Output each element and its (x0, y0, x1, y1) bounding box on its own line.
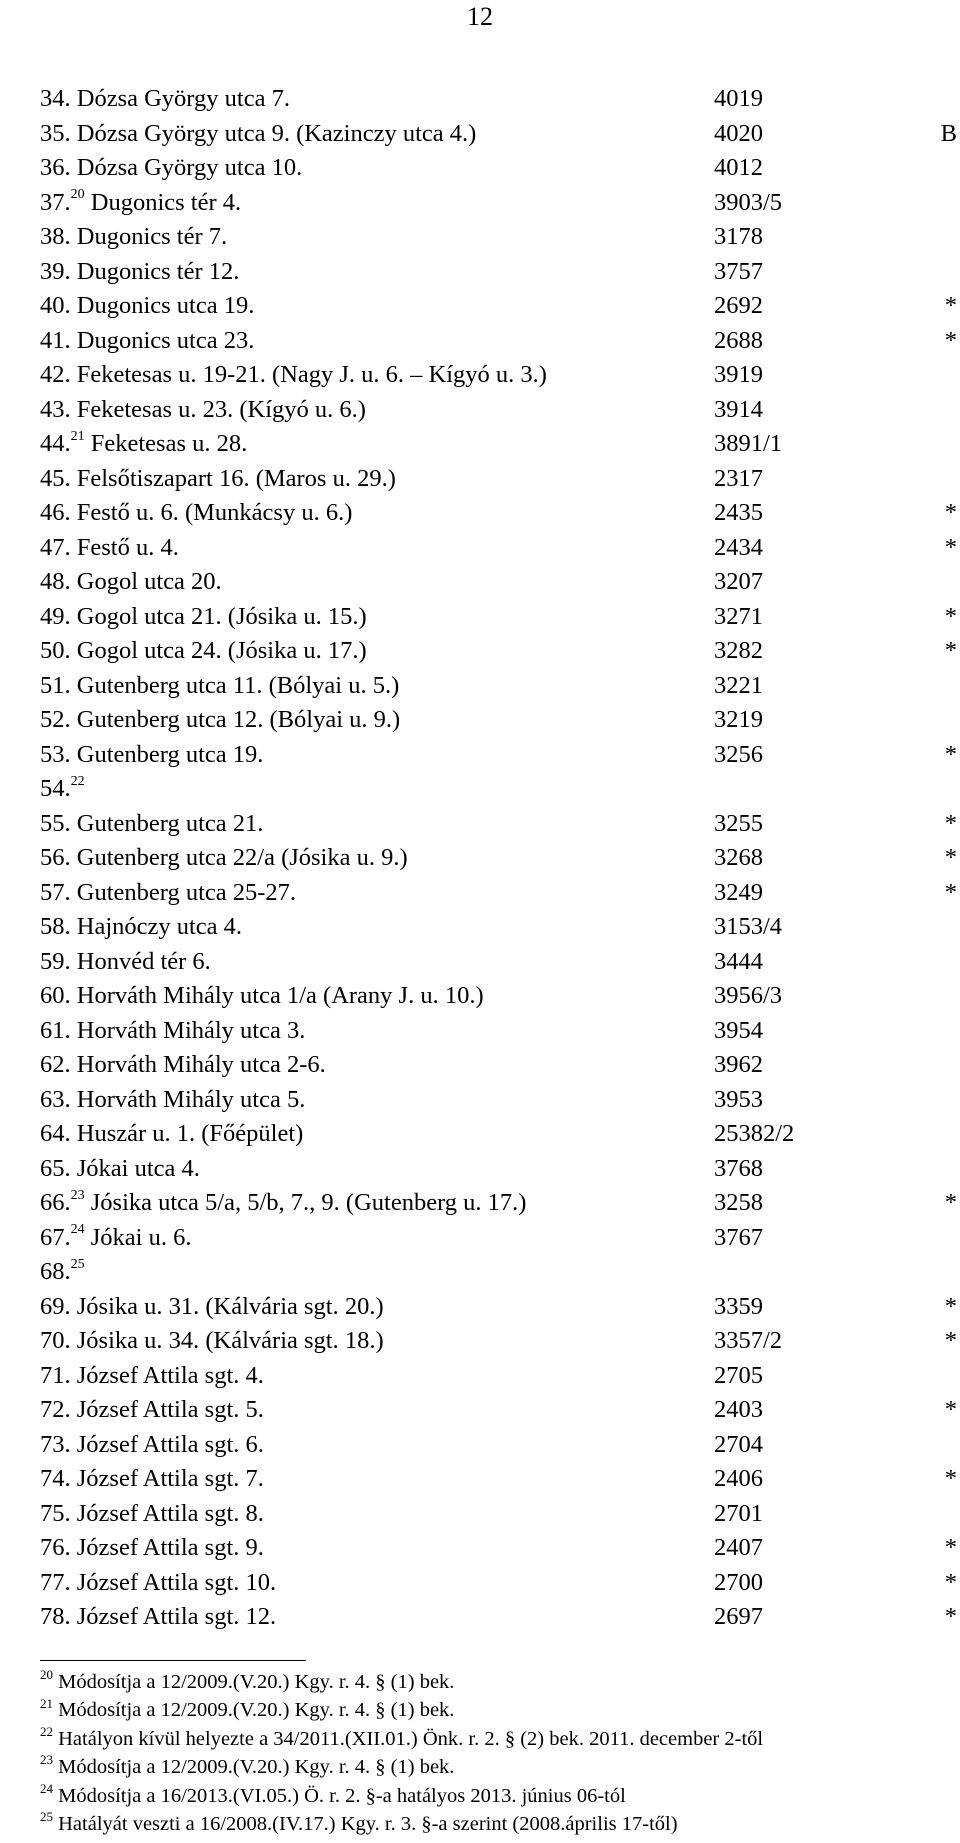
row-number: 60. (40, 982, 71, 1009)
list-item (40, 151, 956, 186)
lot-number: 4020 (714, 119, 763, 147)
row-mark: * (944, 499, 957, 526)
footnote (40, 1668, 950, 1696)
row-address (40, 1462, 264, 1497)
row-number: 63. (40, 1085, 71, 1113)
row-number: 69. (40, 1292, 71, 1320)
row-number: 57. (40, 878, 71, 906)
row-address (40, 117, 476, 152)
list-item (40, 1497, 956, 1532)
list-item (40, 1083, 956, 1118)
row-address (40, 255, 239, 290)
list-item (40, 703, 956, 738)
row-number: 51. (40, 671, 71, 699)
lot-number: 2406 (714, 1465, 763, 1492)
row-address-text: Gutenberg utca 22/a (Jósika u. 9.) (76, 844, 408, 871)
footnote-text: Módosítja a 12/2009.(V.20.) Kgy. r. 4. § (1) bek. (58, 1671, 455, 1693)
row-number: 71. (40, 1361, 71, 1389)
row-address-text: József Attila sgt. 6. (76, 1430, 264, 1458)
row-address (40, 1497, 264, 1532)
row-number: 46. (40, 499, 71, 526)
row-address-text: Horváth Mihály utca 1/a (Arany J. u. 10.) (76, 982, 484, 1009)
row-number: 64. (40, 1120, 71, 1147)
row-address (40, 531, 179, 566)
lot-number: 3268 (714, 844, 763, 871)
lot-number: 4019 (714, 85, 763, 112)
list-item (40, 289, 956, 324)
list-item (40, 910, 956, 945)
lot-number: 3256 (714, 740, 763, 768)
row-number: 61. (40, 1016, 71, 1044)
footnote-ref[interactable]: 25 (70, 1256, 85, 1272)
row-address (40, 1393, 264, 1428)
row-address-text: Horváth Mihály utca 3. (76, 1016, 306, 1044)
row-mark: * (944, 1327, 957, 1354)
lot-number: 2403 (714, 1396, 763, 1423)
row-mark: * (944, 1603, 957, 1630)
row-address-text: Dugonics tér 4. (90, 188, 242, 216)
footnote-number: 25 (40, 1809, 53, 1825)
list-item (40, 634, 956, 669)
footnote-number: 22 (40, 1723, 53, 1739)
lot-number: 3903/5 (714, 188, 783, 216)
row-address-text: Gogol utca 20. (76, 568, 222, 595)
row-number: 45. (40, 464, 71, 492)
list-item (40, 1324, 956, 1359)
row-number: 37. (40, 188, 71, 216)
row-address-text: Gogol utca 24. (Jósika u. 17.) (76, 637, 367, 664)
list-item (40, 876, 956, 911)
lot-number: 3255 (714, 809, 763, 837)
list-item (40, 324, 956, 359)
lot-number: 3891/1 (714, 430, 783, 457)
row-address-text: Dugonics tér 7. (76, 223, 228, 250)
list-item (40, 496, 956, 531)
lot-number: 3219 (714, 706, 763, 733)
list-item (40, 1359, 956, 1394)
row-address (40, 186, 241, 221)
row-number: 35. (40, 119, 71, 147)
row-number: 67. (40, 1223, 71, 1251)
list-item (40, 1531, 956, 1566)
footnote-text: Hatályát veszti a 16/2008.(IV.17.) Kgy. r. 3. §-a szerint (2008.április 17-től) (58, 1812, 678, 1835)
row-mark: * (944, 1534, 957, 1561)
list-item (40, 1221, 956, 1256)
list-item (40, 600, 956, 635)
lot-number: 2705 (714, 1361, 763, 1389)
lot-number: 3919 (714, 361, 763, 388)
lot-number: 2700 (714, 1568, 763, 1596)
row-number: 78. (40, 1603, 71, 1630)
lot-number: 3207 (714, 568, 763, 595)
lot-number: 3221 (714, 671, 763, 699)
row-number: 34. (40, 85, 71, 112)
row-address-text: József Attila sgt. 8. (76, 1499, 264, 1527)
list-item (40, 427, 956, 462)
row-number: 74. (40, 1465, 71, 1492)
row-address-text: József Attila sgt. 7. (76, 1465, 264, 1492)
row-address-text: Jósika u. 31. (Kálvária sgt. 20.) (76, 1292, 384, 1320)
row-number: 53. (40, 740, 71, 768)
row-address-text: Dózsa György utca 10. (76, 154, 303, 181)
list-item (40, 1566, 956, 1601)
row-address-text: Gutenberg utca 19. (76, 740, 264, 768)
list-item (40, 1255, 956, 1290)
row-address-text: József Attila sgt. 9. (76, 1534, 264, 1561)
row-number: 43. (40, 395, 71, 423)
row-address-text: Huszár u. 1. (Főépület) (76, 1120, 304, 1147)
row-number: 54. (40, 775, 71, 802)
lot-number: 3357/2 (714, 1327, 783, 1354)
lot-number: 2317 (714, 464, 763, 492)
list-item (40, 462, 956, 497)
row-number: 72. (40, 1396, 71, 1423)
lot-number: 3768 (714, 1154, 763, 1182)
row-number: 70. (40, 1327, 71, 1354)
row-address-text: Feketesas u. 23. (Kígyó u. 6.) (76, 395, 366, 423)
lot-number: 3359 (714, 1292, 763, 1320)
row-address-text: Jókai u. 6. (90, 1223, 192, 1251)
row-address-text: Hajnóczy utca 4. (76, 913, 243, 940)
row-address-text: Dugonics utca 19. (76, 292, 255, 319)
page-number: 12 (467, 2, 493, 31)
row-address (40, 1428, 264, 1463)
list-item (40, 531, 956, 566)
list-item (40, 669, 956, 704)
row-number: 55. (40, 809, 71, 837)
footnote-number: 20 (40, 1667, 53, 1683)
row-number: 59. (40, 947, 71, 975)
row-address (40, 82, 290, 117)
lot-number: 3282 (714, 637, 763, 664)
row-address (40, 1221, 191, 1256)
row-number: 38. (40, 223, 71, 250)
row-mark: * (944, 878, 957, 906)
row-number: 50. (40, 637, 71, 664)
list-item (40, 738, 956, 773)
row-address (40, 945, 211, 980)
lot-number: 2688 (714, 326, 763, 354)
row-address (40, 841, 408, 876)
list-item (40, 1290, 956, 1325)
row-address (40, 772, 85, 807)
list-item (40, 186, 956, 221)
lot-number: 3914 (714, 395, 763, 423)
list-item (40, 1462, 956, 1497)
lot-number: 2697 (714, 1603, 763, 1630)
footnote (40, 1753, 950, 1781)
list-item (40, 117, 956, 152)
row-number: 56. (40, 844, 71, 871)
list-item (40, 1117, 956, 1152)
row-mark: * (944, 809, 957, 837)
row-address-text: Feketesas u. 28. (90, 430, 248, 457)
row-address-text: Dugonics tér 12. (76, 257, 240, 285)
lot-number: 2435 (714, 499, 763, 526)
row-address (40, 462, 396, 497)
list-item (40, 979, 956, 1014)
lot-number: 2407 (714, 1534, 763, 1561)
row-address-text: Festő u. 4. (76, 533, 179, 561)
row-address-text: József Attila sgt. 12. (76, 1603, 277, 1630)
row-address (40, 1290, 384, 1325)
row-number: 77. (40, 1568, 71, 1596)
row-address (40, 496, 352, 531)
list-item (40, 255, 956, 290)
row-mark: * (944, 326, 957, 354)
row-number: 36. (40, 154, 71, 181)
row-address (40, 565, 222, 600)
lot-number: 3767 (714, 1223, 763, 1251)
list-item (40, 1152, 956, 1187)
list-item (40, 1014, 956, 1049)
list-item (40, 945, 956, 980)
lot-number: 4012 (714, 154, 763, 181)
lot-number: 3956/3 (714, 982, 783, 1009)
row-address-text: Dózsa György utca 7. (76, 85, 290, 112)
row-number: 76. (40, 1534, 71, 1561)
row-number: 39. (40, 257, 71, 285)
list-item (40, 565, 956, 600)
row-address (40, 1359, 264, 1394)
row-number: 65. (40, 1154, 71, 1182)
footnote-ref[interactable]: 24 (70, 1222, 85, 1238)
footnotes (40, 1668, 950, 1838)
row-mark: * (944, 844, 957, 871)
row-mark: * (944, 1189, 957, 1216)
footnote-separator (40, 1660, 306, 1661)
footnote-text: Módosítja a 12/2009.(V.20.) Kgy. r. 4. § (1) bek. (58, 1756, 455, 1779)
row-address (40, 1014, 305, 1049)
row-address (40, 324, 254, 359)
row-number: 49. (40, 602, 71, 630)
footnote (40, 1810, 950, 1838)
lot-number: 3153/4 (714, 913, 783, 940)
row-mark: * (944, 637, 957, 664)
row-mark: B (940, 119, 957, 147)
row-number: 42. (40, 361, 71, 388)
list-item (40, 358, 956, 393)
row-address-text: Honvéd tér 6. (76, 947, 211, 975)
row-address (40, 1324, 384, 1359)
row-address (40, 220, 227, 255)
footnote (40, 1696, 950, 1724)
lot-number: 3271 (714, 602, 763, 630)
footnote-number: 21 (40, 1695, 53, 1711)
row-address (40, 669, 399, 704)
list-item (40, 1393, 956, 1428)
list-item (40, 1428, 956, 1463)
row-mark: * (944, 740, 957, 768)
row-address (40, 703, 400, 738)
row-mark: * (944, 1465, 957, 1492)
row-address-text: Horváth Mihály utca 5. (76, 1085, 306, 1113)
row-address (40, 427, 247, 462)
lot-number: 3962 (714, 1051, 763, 1078)
row-address-text: József Attila sgt. 10. (76, 1568, 277, 1596)
row-mark: * (944, 1292, 957, 1320)
footnote-text: Módosítja a 12/2009.(V.20.) Kgy. r. 4. § (1) bek. (58, 1699, 455, 1722)
footnote-text: Hatályon kívül helyezte a 34/2011.(XII.01.) Önk. r. 2. § (2) bek. 2011. december 2-től (58, 1727, 764, 1750)
row-address-text: Festő u. 6. (Munkácsy u. 6.) (76, 499, 353, 526)
row-mark: * (944, 602, 957, 630)
row-address (40, 1048, 326, 1083)
row-address-text: Jósika utca 5/a, 5/b, 7., 9. (Gutenberg u. 17.) (90, 1189, 527, 1216)
row-number: 52. (40, 706, 71, 733)
row-address (40, 807, 263, 842)
footnote (40, 1782, 950, 1810)
row-address (40, 1531, 264, 1566)
row-address (40, 358, 547, 393)
row-number: 73. (40, 1430, 71, 1458)
row-address (40, 1152, 200, 1187)
row-number: 58. (40, 913, 71, 940)
row-address-text: Felsőtiszapart 16. (Maros u. 29.) (76, 464, 396, 492)
lot-number: 3249 (714, 878, 763, 906)
footnote (40, 1725, 950, 1753)
footnote-number: 24 (40, 1780, 53, 1796)
row-number: 68. (40, 1258, 71, 1285)
row-address-text: Dózsa György utca 9. (Kazinczy utca 4.) (76, 119, 477, 147)
row-number: 44. (40, 430, 71, 457)
row-address (40, 979, 484, 1014)
lot-number: 3757 (714, 257, 763, 285)
row-mark: * (944, 292, 957, 319)
list-item (40, 1186, 956, 1221)
list-item (40, 807, 956, 842)
row-address (40, 1186, 526, 1221)
row-address (40, 1566, 276, 1601)
lot-number: 2701 (714, 1499, 763, 1527)
lot-number: 3444 (714, 947, 763, 975)
row-number: 48. (40, 568, 71, 595)
row-address-text: Gutenberg utca 11. (Bólyai u. 5.) (76, 671, 400, 699)
list-item (40, 220, 956, 255)
footnote-number: 23 (40, 1752, 53, 1768)
row-address (40, 289, 254, 324)
row-address (40, 1600, 276, 1635)
address-list (40, 82, 956, 1635)
row-address-text: József Attila sgt. 4. (76, 1361, 264, 1389)
row-address (40, 1117, 303, 1152)
row-address-text: Jósika u. 34. (Kálvária sgt. 18.) (76, 1327, 384, 1354)
row-address (40, 1083, 305, 1118)
row-address-text: József Attila sgt. 5. (76, 1396, 264, 1423)
lot-number: 3953 (714, 1085, 763, 1113)
row-address (40, 910, 242, 945)
row-address-text: Gutenberg utca 12. (Bólyai u. 9.) (76, 706, 401, 733)
list-item (40, 1048, 956, 1083)
row-number: 41. (40, 326, 71, 354)
list-item (40, 393, 956, 428)
footnote-text: Módosítja a 16/2013.(VI.05.) Ö. r. 2. §-a hatályos 2013. június 06-tól (58, 1784, 626, 1807)
list-item (40, 1600, 956, 1635)
row-mark: * (944, 533, 957, 561)
row-address (40, 600, 367, 635)
row-number: 47. (40, 533, 71, 561)
list-item (40, 82, 956, 117)
row-mark: * (944, 1396, 957, 1423)
row-address (40, 1255, 85, 1290)
footnote-ref[interactable]: 22 (70, 773, 85, 789)
row-address (40, 393, 366, 428)
row-number: 75. (40, 1499, 71, 1527)
row-number: 66. (40, 1189, 71, 1216)
row-address (40, 738, 263, 773)
row-address-text: Horváth Mihály utca 2-6. (76, 1051, 326, 1078)
row-address (40, 634, 367, 669)
row-mark: * (944, 1568, 957, 1596)
row-address-text: Gogol utca 21. (Jósika u. 15.) (76, 602, 367, 630)
lot-number: 25382/2 (714, 1120, 795, 1147)
row-address-text: Feketesas u. 19-21. (Nagy J. u. 6. – Kígyó u. 3.) (76, 361, 547, 388)
lot-number: 3178 (714, 223, 763, 250)
lot-number: 2704 (714, 1430, 763, 1458)
footnote-ref[interactable]: 21 (70, 428, 85, 444)
row-address-text: Gutenberg utca 25-27. (76, 878, 297, 906)
row-address-text: Jókai utca 4. (76, 1154, 200, 1182)
footnote-ref[interactable]: 20 (70, 187, 85, 203)
row-address (40, 151, 302, 186)
list-item (40, 772, 956, 807)
footnote-ref[interactable]: 23 (70, 1187, 85, 1203)
row-address (40, 876, 296, 911)
lot-number: 3954 (714, 1016, 763, 1044)
row-address-text: Gutenberg utca 21. (76, 809, 264, 837)
row-number: 40. (40, 292, 71, 319)
list-item (40, 841, 956, 876)
row-number: 62. (40, 1051, 71, 1078)
lot-number: 3258 (714, 1189, 763, 1216)
lot-number: 2692 (714, 292, 763, 319)
lot-number: 2434 (714, 533, 763, 561)
row-address-text: Dugonics utca 23. (76, 326, 255, 354)
